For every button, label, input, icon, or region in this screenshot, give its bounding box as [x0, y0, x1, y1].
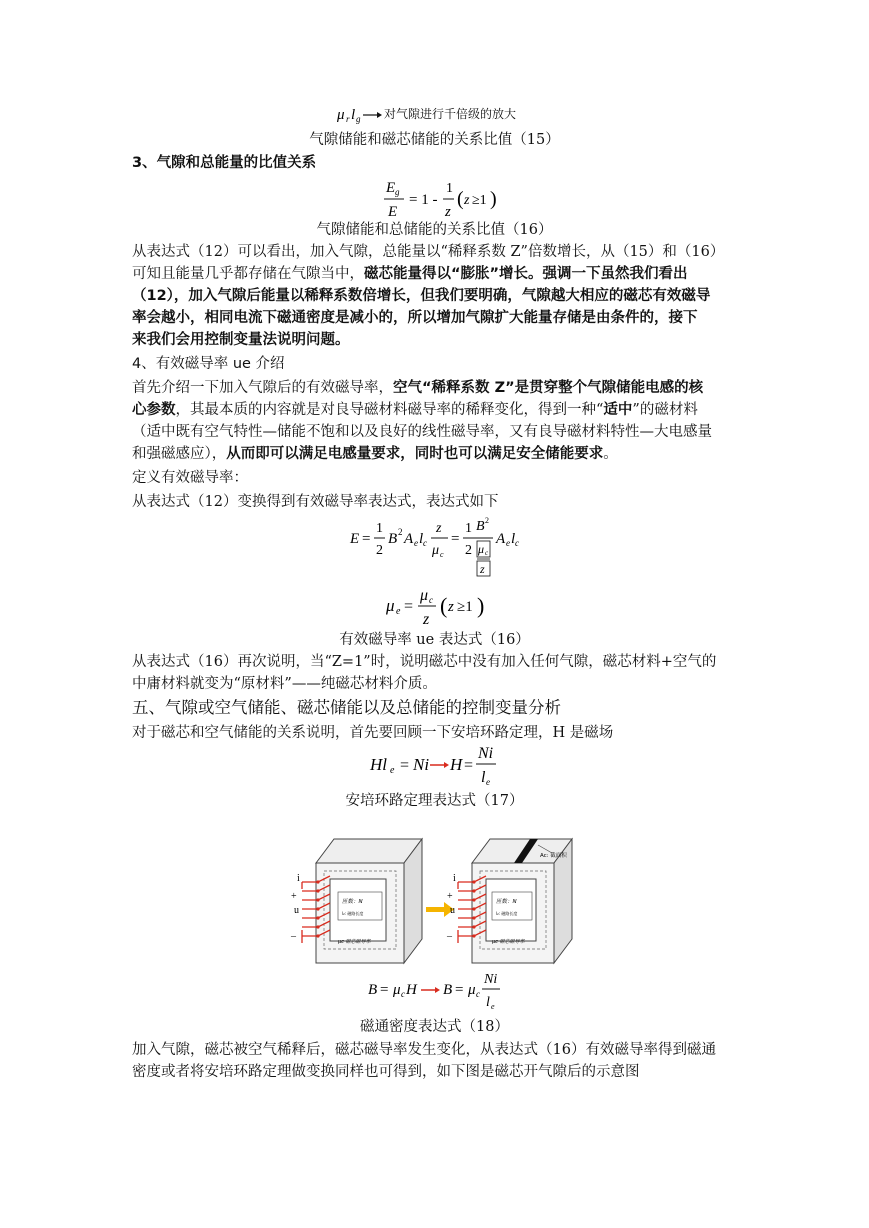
- svg-text:A: A: [496, 531, 506, 547]
- svg-text:E: E: [388, 204, 398, 220]
- svg-text:Ni: Ni: [484, 972, 498, 987]
- svg-text:B: B: [388, 531, 398, 547]
- svg-text:H: H: [406, 982, 417, 998]
- minus-label-right: –: [447, 931, 452, 942]
- s4-line2c: 适中: [603, 402, 633, 418]
- svg-text:= 1 -: = 1 -: [409, 192, 438, 208]
- current-label-left: i: [297, 873, 300, 884]
- s4-line2a: 心参数: [132, 402, 176, 418]
- svg-text:c: c: [401, 989, 405, 999]
- svg-text:g: g: [395, 187, 400, 197]
- core-without-gap: [290, 839, 422, 963]
- svg-text:z: z: [423, 611, 430, 628]
- s3-para-line4: 率会越小，相同电流下磁通密度是减小的，所以增加气隙扩大能量存储是由条件的，接下: [132, 310, 698, 326]
- svg-text:μ: μ: [386, 596, 395, 615]
- turns-label-left: 匝数：N: [342, 899, 363, 905]
- area-label: Ac: 截面积: [540, 853, 567, 859]
- svg-text:c: c: [476, 989, 480, 999]
- svg-text:e: e: [491, 1002, 495, 1011]
- svg-text:Ni: Ni: [478, 745, 494, 762]
- plus-label-right: +: [447, 891, 453, 902]
- core-with-gap: [446, 839, 572, 963]
- svg-text:B: B: [443, 982, 453, 998]
- turns-label-right: 匝数：N: [496, 899, 517, 905]
- svg-text:c: c: [515, 538, 519, 548]
- svg-text:c: c: [423, 538, 427, 548]
- s4-line4a: 和强磁感应），: [132, 446, 227, 462]
- s4-line4: [132, 443, 752, 465]
- caption-18: 磁通密度表达式（18）: [360, 1019, 509, 1035]
- svg-text:=: =: [451, 531, 460, 547]
- caption-17: 安培环路定理表达式（17）: [345, 793, 524, 809]
- path-label-right: l₂: 磁路长度: [496, 911, 518, 916]
- formula-energy: [348, 515, 528, 583]
- svg-text:Hl: Hl: [370, 755, 387, 774]
- svg-text:2: 2: [376, 543, 383, 558]
- svg-text:1: 1: [465, 521, 472, 536]
- svg-text:≥1: ≥1: [472, 193, 487, 208]
- svg-text:=: =: [455, 982, 464, 998]
- core-gap-figure: [282, 835, 592, 969]
- svg-text:g: g: [356, 114, 361, 124]
- svg-text:): ): [477, 593, 485, 618]
- formula-flux-density: [366, 970, 506, 1018]
- svg-text:=: =: [362, 531, 371, 547]
- caption-16a: 气隙储能和总储能的关系比值（16）: [316, 222, 553, 238]
- svg-text:z: z: [480, 562, 485, 576]
- svg-text:z: z: [436, 521, 442, 536]
- s3-para-line1: 从表达式（12）可以看出，加入气隙，总能量以“稀释系数 Z”倍数增长，从（15）和（16）: [132, 244, 725, 260]
- svg-text:): ): [490, 188, 497, 210]
- svg-text:=: =: [464, 757, 474, 774]
- svg-text:H: H: [450, 755, 463, 774]
- s4-line2: [132, 399, 752, 421]
- s3-para-line2a: 可知且能量几乎都存储在气隙当中，: [132, 266, 364, 282]
- voltage-label-left: u: [294, 905, 299, 916]
- svg-text:≥1: ≥1: [457, 599, 473, 615]
- svg-text:1: 1: [446, 181, 453, 196]
- svg-text:l: l: [419, 531, 424, 547]
- s3-para-line3: （12），加入气隙后能量以稀释系数倍增长，但我们要明确，气隙越大相应的磁芯有效磁导: [132, 288, 711, 304]
- s4-line3: （适中既有空气特性—储能不饱和以及良好的线性磁导率，又有良导磁材料特性—大电感量: [132, 424, 712, 440]
- plus-label-left: +: [291, 891, 297, 902]
- section4-title: 4、有效磁导率 ue 介绍: [132, 356, 285, 372]
- s4-line8: 中庸材料就变为“原材料”——纯磁芯材料介质。: [132, 676, 437, 692]
- svg-text:μ: μ: [478, 542, 485, 556]
- formula-ampere: [368, 742, 508, 794]
- s5-line1: 对于磁芯和空气储能的关系说明，首先要回顾一下安培环路定理，H 是磁场: [132, 725, 614, 741]
- svg-text:B: B: [476, 519, 485, 534]
- svg-text:Ni: Ni: [413, 755, 430, 774]
- top-formula-note: 对气隙进行千倍级的放大: [384, 107, 517, 121]
- s5-line2: 加入气隙，磁芯被空气稀释后，磁芯磁导率发生变化，从表达式（16）有效磁导率得到磁通: [132, 1042, 716, 1058]
- svg-text:2: 2: [398, 527, 403, 537]
- voltage-label-right: u: [450, 905, 455, 916]
- svg-text:r: r: [346, 114, 350, 124]
- svg-text:=: =: [404, 598, 414, 615]
- svg-text:z: z: [448, 599, 454, 615]
- caption-16b: 有效磁导率 ue 表达式（16）: [339, 632, 530, 648]
- svg-text:μ: μ: [337, 107, 345, 123]
- s4-line2d: ”的磁材料: [632, 402, 698, 418]
- s3-para-line5: 来我们会用控制变量法说明问题。: [132, 332, 350, 348]
- path-label-left: l₂: 磁路长度: [342, 911, 364, 916]
- svg-text:E: E: [386, 180, 396, 196]
- svg-text:=: =: [400, 757, 410, 774]
- s4-line6: 从表达式（12）变换得到有效磁导率表达式，表达式如下: [132, 494, 499, 510]
- s3-para-line2: [132, 263, 752, 285]
- s4-line1b: 空气“稀释系数 Z”是贯穿整个气隙储能电感的核: [393, 380, 704, 396]
- caption-15: 气隙储能和磁芯储能的关系比值（15）: [309, 132, 560, 148]
- svg-text:E: E: [350, 531, 360, 547]
- s4-line4b: 从而即可以满足电感量要求，同时也可以满足安全储能要求: [226, 446, 604, 462]
- svg-text:μ: μ: [393, 982, 401, 998]
- svg-text:=: =: [380, 982, 389, 998]
- svg-text:(: (: [457, 188, 464, 210]
- current-label-right: i: [453, 873, 456, 884]
- svg-text:e: e: [414, 538, 418, 548]
- minus-label-left: –: [291, 931, 296, 942]
- svg-text:c: c: [485, 549, 489, 557]
- svg-text:1: 1: [376, 521, 383, 536]
- svg-text:e: e: [390, 765, 395, 776]
- svg-text:l: l: [511, 531, 516, 547]
- s4-line1: [132, 377, 752, 399]
- section3-title: 3、气隙和总能量的比值关系: [132, 155, 317, 171]
- s4-line7: 从表达式（16）再次说明，当“Z=1”时，说明磁芯中没有加入任何气隙，磁芯材料+空气的: [132, 654, 717, 670]
- svg-text:c: c: [440, 550, 444, 559]
- svg-text:e: e: [486, 777, 490, 787]
- s4-line2b: ，其最本质的内容就是对良导磁材料磁导率的稀释变化，得到一种“: [175, 402, 604, 418]
- svg-text:z: z: [464, 193, 470, 208]
- section5-title: 五、气隙或空气储能、磁芯储能以及总储能的控制变量分析: [132, 698, 561, 717]
- svg-text:2: 2: [485, 516, 489, 525]
- svg-text:l: l: [481, 769, 486, 786]
- top-formula: [335, 104, 595, 124]
- s4-line4c: 。: [603, 446, 618, 462]
- svg-text:c: c: [429, 595, 433, 605]
- svg-text:e: e: [396, 606, 401, 617]
- mu-label-left: μc 磁芯磁导率: [338, 939, 371, 945]
- s4-line1a: 首先介绍一下加入气隙后的有效磁导率，: [132, 380, 393, 396]
- svg-text:z: z: [445, 204, 451, 220]
- svg-text:μ: μ: [468, 982, 476, 998]
- mu-label-right: μc 磁芯磁导率: [492, 939, 525, 945]
- formula-mu-e: [384, 584, 494, 632]
- s3-para-line2b: 磁芯能量得以“膨胀”增长。强调一下虽然我们看出: [364, 266, 688, 282]
- svg-text:l: l: [351, 107, 356, 123]
- svg-text:B: B: [368, 982, 378, 998]
- svg-text:2: 2: [465, 543, 472, 558]
- s4-line5: 定义有效磁导率：: [132, 470, 248, 486]
- s5-line3: 密度或者将安培环路定理做变换同样也可得到，如下图是磁芯开气隙后的示意图: [132, 1064, 640, 1080]
- svg-text:e: e: [506, 538, 510, 548]
- core-gap-illustration: [282, 835, 592, 965]
- svg-text:l: l: [486, 995, 490, 1010]
- svg-text:μ: μ: [420, 587, 429, 604]
- svg-text:A: A: [404, 531, 414, 547]
- svg-text:(: (: [440, 593, 448, 618]
- svg-text:μ: μ: [432, 543, 440, 558]
